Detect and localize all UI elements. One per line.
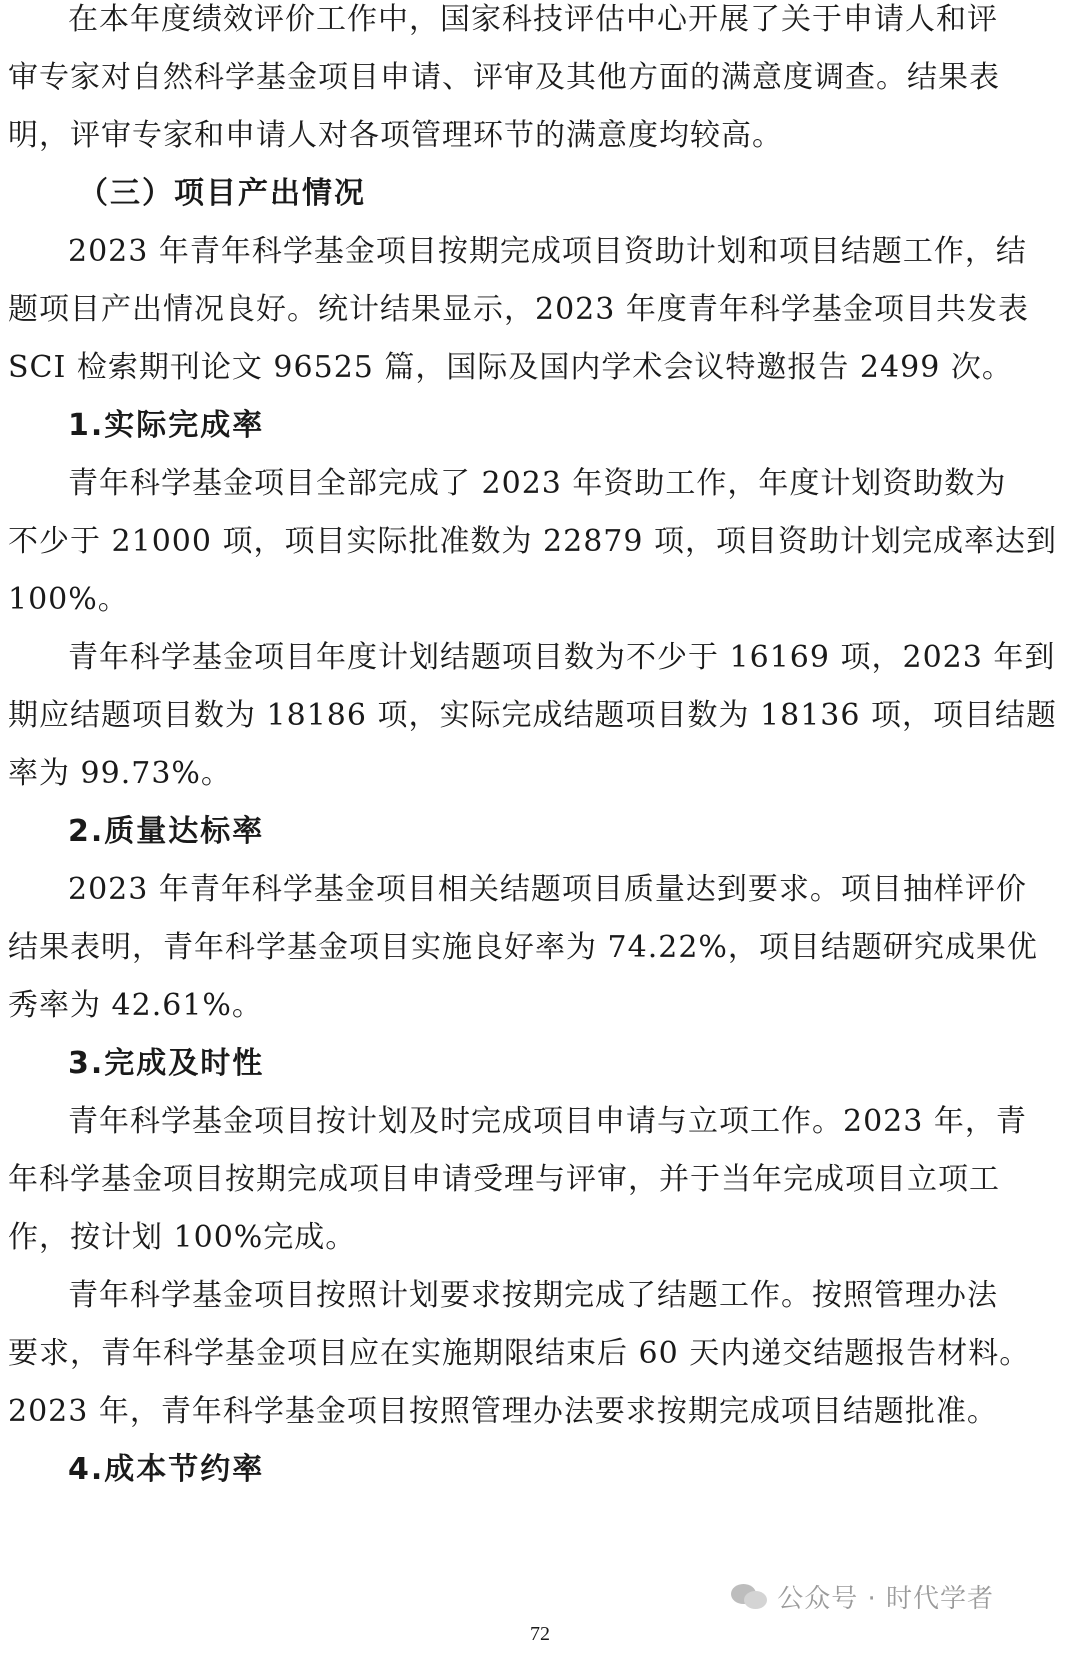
paragraph-line: 100%。	[8, 582, 129, 617]
paragraph-line: 青年科学基金项目全部完成了 2023 年资助工作，年度计划资助数为	[68, 466, 1007, 501]
paragraph-line: 2023 年，青年科学基金项目按照管理办法要求按期完成项目结题批准。	[8, 1394, 998, 1429]
paragraph-line: 审专家对自然科学基金项目申请、评审及其他方面的满意度调查。结果表	[8, 60, 1000, 95]
paragraph-line: 在本年度绩效评价工作中，国家科技评估中心开展了关于申请人和评	[68, 2, 998, 37]
subsection-heading: 4.成本节约率	[68, 1452, 265, 1487]
paragraph-line: 结果表明，青年科学基金项目实施良好率为 74.22%，项目结题研究成果优	[8, 930, 1038, 965]
watermark	[731, 1578, 994, 1615]
paragraph-line: 2023 年青年科学基金项目相关结题项目质量达到要求。项目抽样评价	[68, 872, 1027, 907]
paragraph-line: 2023 年青年科学基金项目按期完成项目资助计划和项目结题工作，结	[68, 234, 1027, 269]
paragraph-line: 年科学基金项目按期完成项目申请受理与评审，并于当年完成项目立项工	[8, 1162, 1000, 1197]
wechat-icon	[731, 1582, 769, 1612]
subsection-heading: 3.完成及时性	[68, 1046, 265, 1081]
paragraph-line: 期应结题项目数为 18186 项，实际完成结题项目数为 18136 项，项目结题	[8, 698, 1058, 733]
subsection-heading: 1.实际完成率	[68, 408, 265, 443]
paragraph-line: 青年科学基金项目年度计划结题项目数为不少于 16169 项，2023 年到	[68, 640, 1056, 675]
paragraph-line: 明，评审专家和申请人对各项管理环节的满意度均较高。	[8, 118, 783, 153]
paragraph-line: 秀率为 42.61%。	[8, 988, 263, 1023]
page-number: 72	[530, 1623, 550, 1645]
paragraph-line: 不少于 21000 项，项目实际批准数为 22879 项，项目资助计划完成率达到	[8, 524, 1058, 559]
paragraph-line: 题项目产出情况良好。统计结果显示，2023 年度青年科学基金项目共发表	[8, 292, 1029, 327]
paragraph-line: 作，按计划 100%完成。	[8, 1220, 357, 1255]
paragraph-line: 要求，青年科学基金项目应在实施期限结束后 60 天内递交结题报告材料。	[8, 1336, 1031, 1371]
paragraph-line: 青年科学基金项目按计划及时完成项目申请与立项工作。2023 年，青	[68, 1104, 1027, 1139]
subsection-heading: 2.质量达标率	[68, 814, 265, 849]
watermark-text: 公众号 · 时代学者	[777, 1584, 994, 1614]
section-heading: （三）项目产出情况	[78, 176, 366, 211]
paragraph-line: 率为 99.73%。	[8, 756, 232, 791]
paragraph-line: SCI 检索期刊论文 96525 篇，国际及国内学术会议特邀报告 2499 次。	[8, 350, 1013, 385]
paragraph-line: 青年科学基金项目按照计划要求按期完成了结题工作。按照管理办法	[68, 1278, 998, 1313]
